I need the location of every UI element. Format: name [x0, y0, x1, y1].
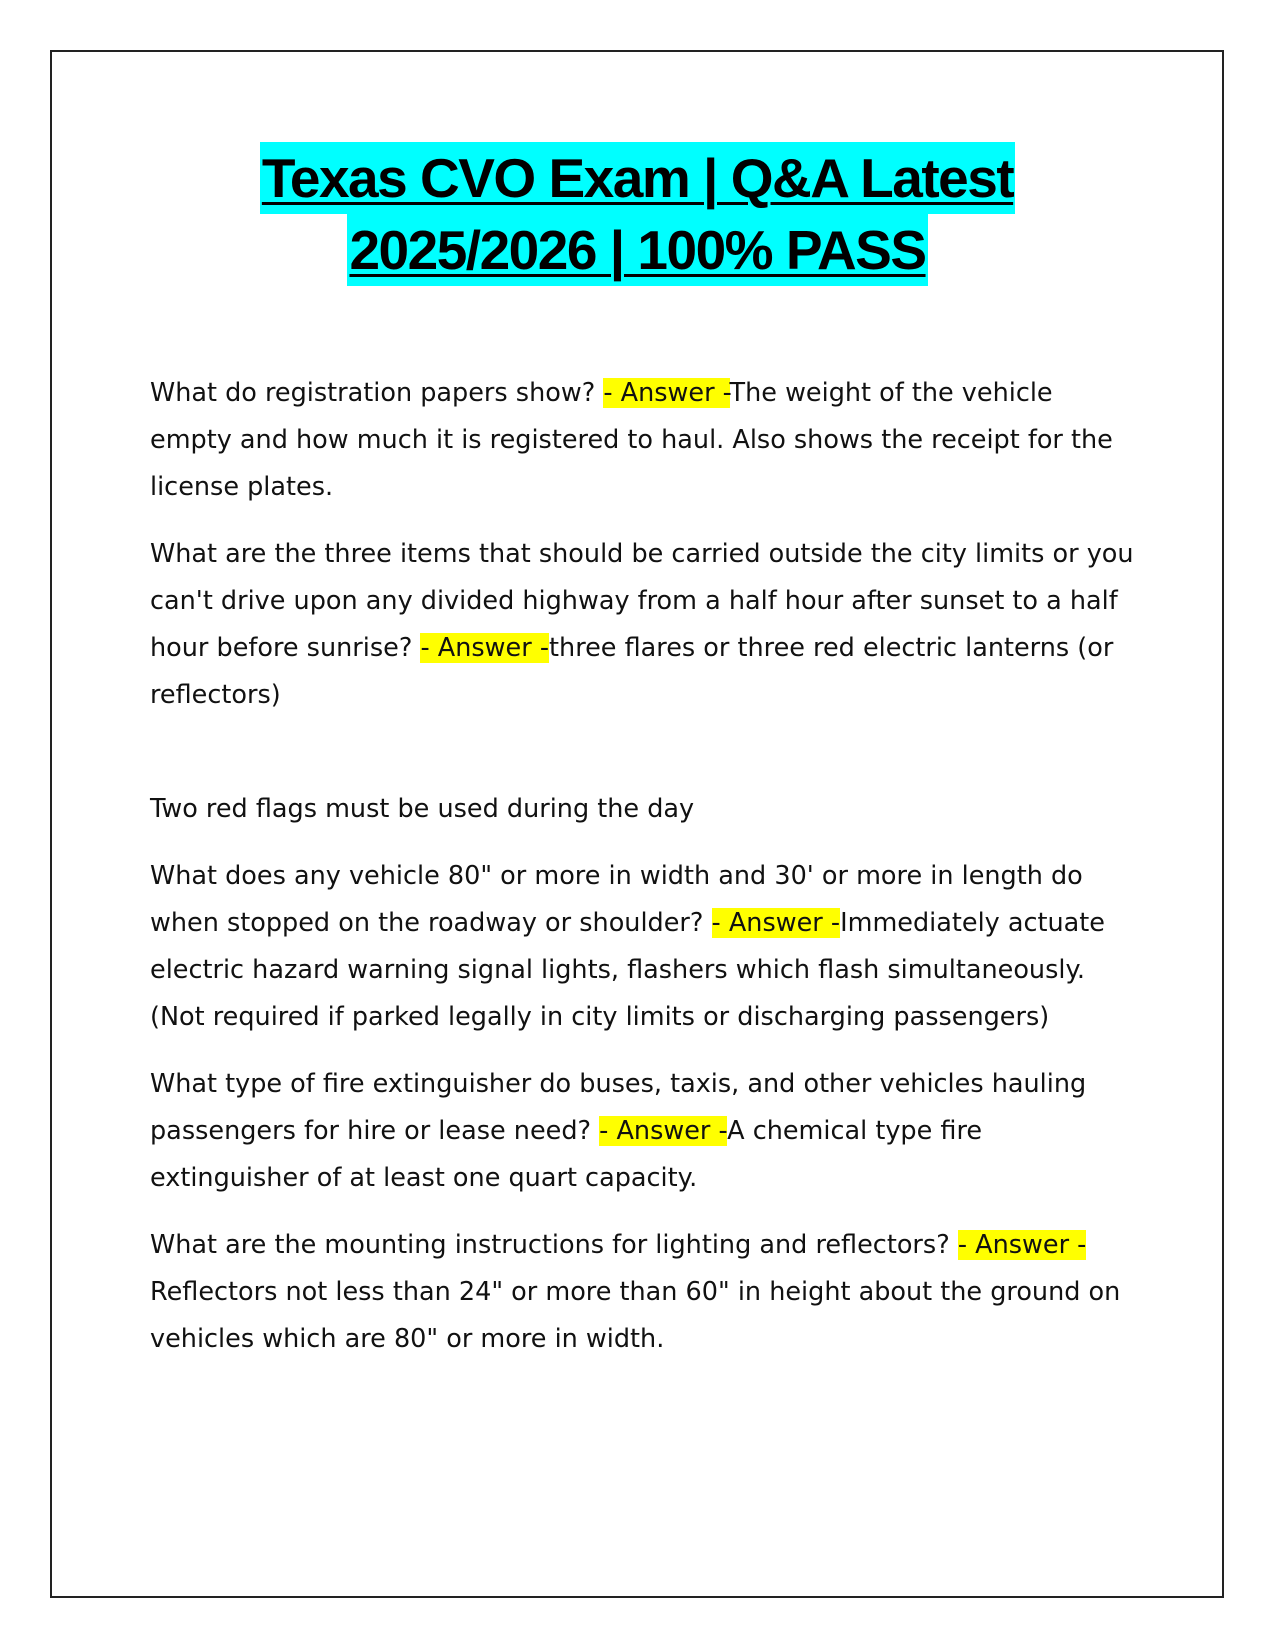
answer-text: A chemical type fire extinguisher of at least one quart capacity. [150, 1116, 983, 1193]
qa-content [150, 370, 1140, 1383]
question-text: What does any vehicle 80" or more in width and 30' or more in length do when stopped on the roadway or shoulder? [150, 861, 1083, 938]
question-text: What are the three items that should be carried outside the city limits or you can't drive upon any divided highway from a half hour after sunset to a half hour before sunrise? [150, 539, 1134, 663]
qa-item [150, 1061, 1140, 1202]
note-line [150, 786, 1140, 833]
qa-item [150, 531, 1140, 719]
title-line-1: Texas CVO Exam | Q&A Latest [260, 142, 1015, 214]
answer-marker: - Answer - [599, 1116, 728, 1146]
document-title [0, 142, 1275, 286]
question-text: What do registration papers show? [150, 378, 604, 408]
answer-marker: - Answer - [603, 378, 730, 408]
answer-marker: - Answer - [957, 1230, 1087, 1260]
qa-item [150, 370, 1140, 511]
question-text: What are the mounting instructions for lighting and reflectors? [150, 1230, 958, 1260]
qa-item [150, 853, 1140, 1041]
qa-item [150, 1222, 1140, 1363]
answer-text: The weight of the vehicle empty and how much it is registered to haul. Also shows the receipt for the license plates. [150, 378, 1113, 502]
question-text: What type of fire extinguisher do buses, taxis, and other vehicles hauling passengers for hire or lease need? [150, 1069, 1087, 1146]
note-text: Two red flags must be used during the day [150, 794, 695, 824]
answer-marker: - Answer - [711, 908, 841, 938]
title-line-2: 2025/2026 | 100% PASS [347, 214, 927, 286]
answer-marker: - Answer - [420, 633, 550, 663]
answer-text: Reflectors not less than 24" or more than 60" in height about the ground on vehicles which are 80" or more in width. [150, 1277, 1121, 1354]
answer-text: three flares or three red electric lanterns (or reflectors) [150, 633, 1114, 710]
answer-text: Immediately actuate electric hazard warning signal lights, flashers which flash simultaneously. (Not required if parked legally in city limits or discharging passengers) [150, 908, 1105, 1032]
